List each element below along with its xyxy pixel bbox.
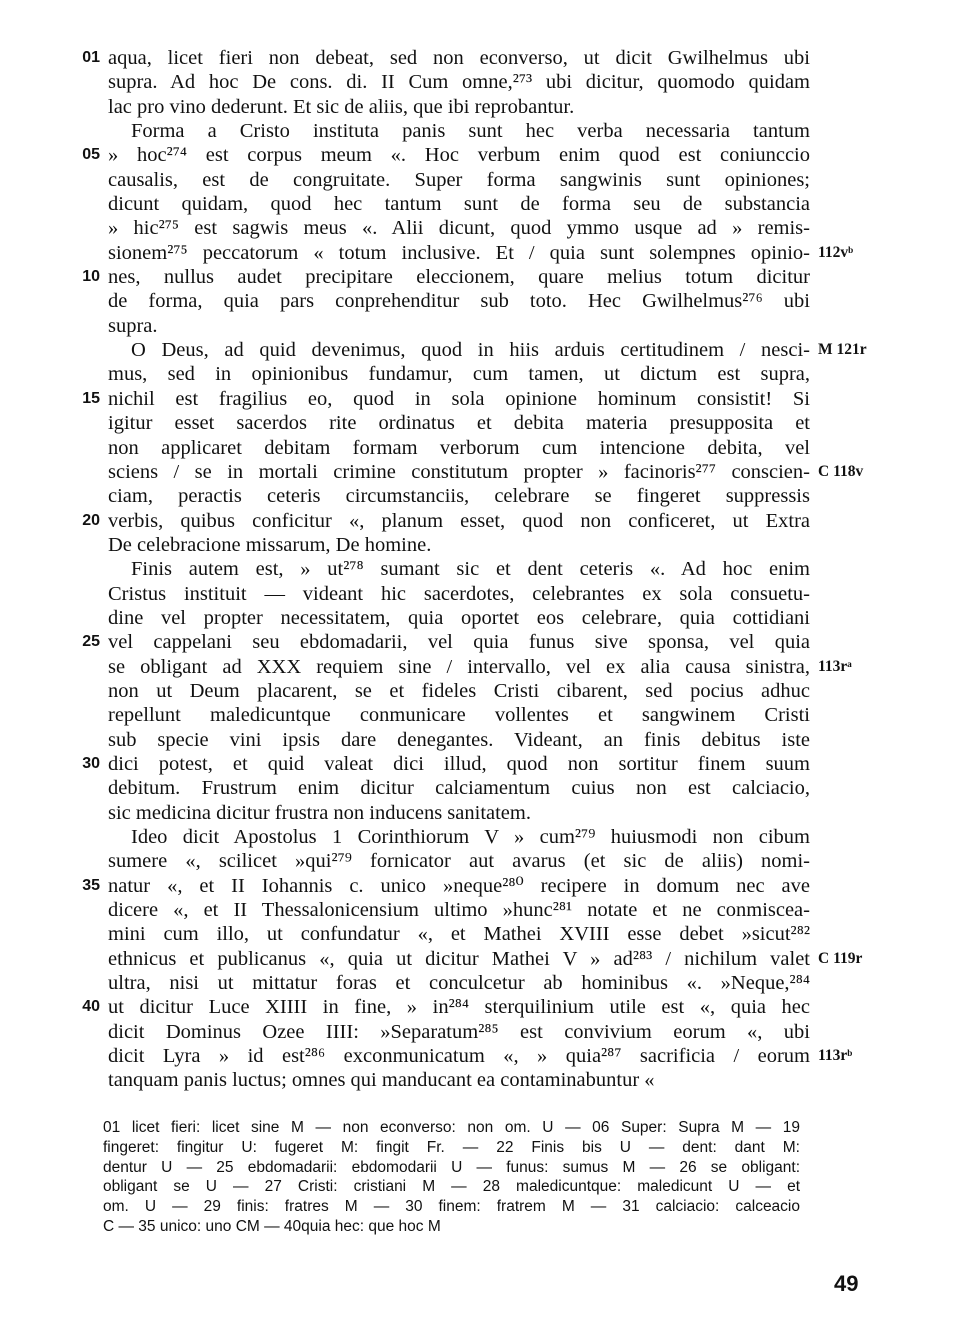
margin-folio-reference: 113rᵃ	[818, 657, 852, 675]
line-number: 05	[82, 146, 100, 164]
line-text: supra. Ad hoc De cons. di. II Cum omne,²⁷³ ubi dicitur, quomodo quidam	[108, 71, 810, 94]
line-text: Forma a Cristo instituta panis sunt hec verba necessaria tantum	[131, 120, 810, 143]
line-text: » hic²⁷⁵ est sagwis meus «. Alii dicunt, quod ymmo usque ad » remis-	[108, 217, 810, 240]
line-text: aqua, licet fieri non debeat, sed non econverso, ut dicit Gwilhelmus ubi	[108, 47, 810, 69]
text-line	[108, 728, 810, 752]
line-text: De celebracione missarum, De homine.	[108, 533, 432, 556]
text-line	[108, 971, 810, 995]
line-text: sciens / se in mortali crimine constitutum propter » facinoris²⁷⁷ conscien-	[108, 460, 810, 483]
text-line	[108, 947, 863, 971]
line-text: mini cum illo, ut confundatur «, et Mathei XVIII esse debet »sicut²⁸²	[108, 923, 810, 946]
text-line	[108, 168, 810, 192]
line-text: sub specie vini ipsis dare denegantes. Videant, an finis debitus iste	[108, 728, 810, 751]
line-number: 15	[82, 389, 100, 407]
line-text: supra.	[108, 314, 158, 337]
text-line	[108, 338, 867, 362]
line-number: 35	[82, 876, 100, 894]
text-line	[108, 314, 810, 338]
text-line	[108, 70, 810, 94]
margin-folio-reference: C 118v	[818, 462, 864, 480]
text-line	[108, 776, 810, 800]
text-line	[82, 265, 810, 289]
apparatus-line: 01 licet fieri: licet sine M — non econverso: non om. U — 06 Super: Supra M — 19	[103, 1119, 800, 1136]
text-line	[108, 655, 852, 679]
line-text: Ideo dicit Apostolus 1 Corinthiorum V » cum²⁷⁹ huiusmodi non cibum	[131, 826, 810, 848]
line-text: dici potest, et quid valeat dici illud, quod non sortitur finem suum	[108, 752, 810, 775]
text-line	[108, 119, 810, 143]
text-line	[82, 46, 810, 70]
text-line	[108, 241, 854, 265]
line-text: se obligant ad XXX requiem sine / intervallo, vel ex alia causa sinistra,	[108, 655, 810, 678]
line-text: mus, sed in opinionibus fundamur, cum tamen, ut dictum est supra,	[108, 363, 810, 386]
text-line	[108, 95, 810, 119]
line-text: repellunt maledicuntque conmunicare vollentes et sangwinem Cristi	[108, 704, 810, 727]
line-number: 40	[82, 998, 100, 1016]
line-number: 20	[82, 511, 100, 529]
text-line	[82, 874, 810, 898]
text-line	[108, 192, 810, 216]
line-text: verbis, quibus conficitur «, planum esset, quod non conficeret, ut Extra	[108, 509, 810, 532]
critical-apparatus	[103, 1118, 800, 1237]
text-line	[108, 557, 810, 581]
line-text: sionem²⁷⁵ peccatorum « totum inclusive. Et / quia sunt solempnes opinio-	[108, 241, 810, 264]
line-number: 01	[82, 49, 100, 66]
line-text: dicit Dominus Ozee IIII: »Separatum²⁸⁵ est convivium eorum «, ubi	[108, 1020, 810, 1043]
line-text: O Deus, ad quid devenimus, quod in hiis arduis certitudinem / nesci-	[131, 339, 810, 362]
apparatus-line: dentur U — 25 ebdomadarii: ebdomodarii U — funus: sumus M — 26 se obligant:	[103, 1158, 800, 1176]
line-text: non applicaret debitam formam verborum cum intencione debita, vel	[108, 436, 810, 459]
line-number: 10	[82, 268, 100, 286]
line-text: ut dicitur Luce XIIII in fine, » in²⁸⁴ sterquilinium utile est «, quia hec	[108, 996, 810, 1019]
line-text: de forma, quia pars conprehenditur sub toto. Hec Gwilhelmus²⁷⁶ ubi	[108, 290, 810, 313]
apparatus-line: C — 35 unico: uno CM — 40quia hec: que hoc M	[103, 1217, 441, 1235]
text-line	[82, 630, 810, 654]
line-number: 25	[82, 633, 100, 651]
margin-folio-reference: 112vᵇ	[818, 243, 854, 261]
line-text: » hoc²⁷⁴ est corpus meum «. Hoc verbum enim quod est coniunccio	[108, 144, 810, 167]
line-text: tanquam panis luctus; omnes qui manducant ea contaminabuntur «	[108, 1069, 655, 1092]
text-line	[82, 995, 810, 1019]
text-line	[108, 679, 810, 703]
line-text: Cristus instituit — videant hic sacerdotes, celebrantes ex sola consuetu-	[108, 582, 810, 605]
text-line	[82, 143, 810, 167]
text-line	[108, 898, 810, 922]
text-line	[108, 922, 810, 946]
text-line	[108, 849, 810, 873]
line-text: vel cappelani seu ebdomadarii, vel quia funus sive sponsa, vel quia	[108, 631, 810, 654]
text-line	[108, 801, 810, 825]
text-line	[108, 436, 810, 460]
line-text: dicere «, et II Thessalonicensium ultimo »hunc²⁸¹ notate et ne conmiscea-	[108, 899, 810, 922]
text-line	[108, 582, 810, 606]
line-text: dicit Lyra » id est²⁸⁶ exconmunicatum «, » quia²⁸⁷ sacrificia / eorum	[108, 1045, 810, 1068]
line-text: debitum. Frustrum enim dicitur calciamentum cuius non est calciacio,	[108, 777, 810, 800]
text-line	[108, 1068, 810, 1092]
text-line	[108, 825, 810, 849]
page-number: 49	[834, 1271, 859, 1296]
text-line	[82, 509, 810, 533]
text-line	[108, 1044, 853, 1068]
text-line	[108, 606, 810, 630]
line-text: lac pro vino dederunt. Et sic de aliis, que ibi reprobantur.	[108, 95, 575, 118]
line-text: natur «, et II Iohannis c. unico »neque²⁸⁰ recipere in domum nec ave	[108, 874, 810, 897]
margin-folio-reference: 113rᵇ	[818, 1047, 853, 1065]
line-text: non ut Deum placarent, se et fideles Cristi cibarent, sed pocius adhuc	[108, 679, 810, 702]
apparatus-line: obligant se U — 27 Cristi: cristiani M — 28 maledicuntque: maledicunt U — et	[103, 1178, 800, 1196]
line-text: nichil est fragilius eo, quod in sola opinione hominum consistit! Si	[108, 387, 810, 410]
text-line	[82, 752, 810, 776]
line-text: ethnicus et publicanus «, quia ut dicitur Mathei V » ad²⁸³ / nichilum valet	[108, 947, 810, 970]
line-text: causalis, est de congruitate. Super forma sangwinis sunt opiniones;	[108, 168, 810, 191]
line-text: ultra, nisi ut mittatur foras et conculcetur ab hominibus «. »Neque,²⁸⁴	[108, 972, 810, 995]
text-line	[108, 703, 810, 727]
text-line	[108, 362, 810, 386]
text-line	[108, 460, 864, 484]
margin-folio-reference: C 119r	[818, 949, 863, 967]
apparatus-line: om. U — 29 finis: fratres M — 30 finem: fratrem M — 31 calciacio: calceacio	[103, 1198, 800, 1216]
line-text: Finis autem est, » ut²⁷⁸ sumant sic et dent ceteris «. Ad hoc enim	[131, 558, 810, 581]
text-line	[108, 411, 810, 435]
text-line	[108, 533, 810, 557]
main-text-block	[82, 46, 867, 1093]
text-line	[108, 216, 810, 240]
text-line	[82, 387, 810, 411]
text-line	[108, 484, 810, 508]
line-text: igitur esset sacerdos rite ordinatus et debita materia presupposita et	[108, 412, 810, 435]
line-text: dicunt quidam, quod hec tantum sunt de forma seu de substancia	[108, 193, 810, 216]
line-text: dine vel propter necessitatem, quia oportet eos celebrare, quia cottidiani	[108, 606, 810, 629]
text-line	[108, 289, 810, 313]
line-number: 30	[82, 754, 100, 772]
margin-folio-reference: M 121r	[818, 341, 867, 359]
line-text: ciam, peractis ceteris circumstanciis, celebrare se fingeret suppressis	[108, 485, 810, 508]
line-text: nes, nullus audet precipitare eleccionem, quare melius totum dicitur	[108, 266, 810, 289]
line-text: sic medicina dicitur frustra non inducens sanitatem.	[108, 801, 531, 824]
line-text: sumere «, scilicet »qui²⁷⁹ fornicator aut avarus (et sic de aliis) nomi-	[108, 850, 810, 873]
text-line	[108, 1020, 810, 1044]
apparatus-line: fingeret: fingitur U: fugeret M: fingit Fr. — 22 Finis bis U — dent: dant M:	[103, 1138, 800, 1156]
